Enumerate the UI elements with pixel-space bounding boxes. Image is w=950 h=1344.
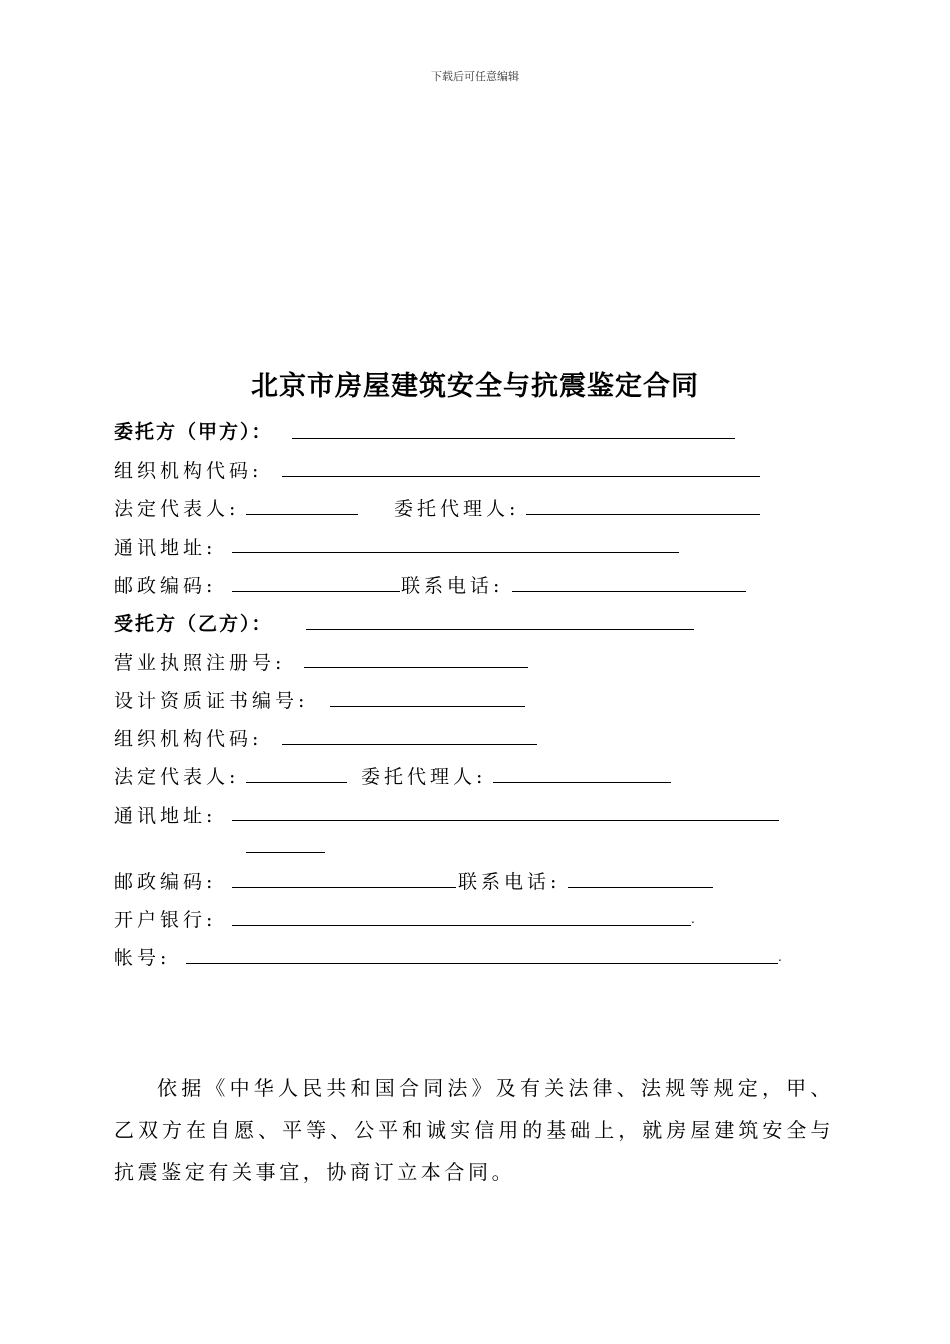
party-b-legal-rep-label: 法定代表人:	[114, 766, 240, 788]
bank-line-end-dot: .	[691, 912, 695, 926]
party-a-name-field[interactable]	[292, 438, 735, 439]
party-b-address-field-continued[interactable]	[246, 852, 325, 853]
party-a-phone-label: 联系电话:	[401, 575, 504, 597]
party-b-agent-field[interactable]	[493, 782, 671, 783]
account-line-end-dot: .	[778, 950, 782, 964]
party-a-legal-rep-field[interactable]	[246, 514, 358, 515]
party-b-account-label: 帐号:	[114, 947, 171, 969]
party-a-postcode-field[interactable]	[232, 591, 400, 592]
party-a-org-code-label: 组织机构代码:	[114, 460, 263, 482]
party-b-name-field[interactable]	[306, 629, 694, 630]
party-b-design-cert-field[interactable]	[330, 706, 525, 707]
party-b-address-field[interactable]	[232, 820, 779, 821]
party-b-license-field[interactable]	[304, 667, 528, 668]
contract-preamble-paragraph: 依据《中华人民共和国合同法》及有关法律、法规等规定，甲、乙双方在自愿、平等、公平和诚实信用的基础上，就房屋建筑安全与抗震鉴定有关事宜，协商订立本合同。	[114, 1076, 834, 1184]
party-b-address-label: 通讯地址:	[114, 805, 217, 827]
party-b-postcode-field[interactable]	[232, 887, 456, 888]
contract-title: 北京市房屋建筑安全与抗震鉴定合同	[251, 371, 699, 402]
party-a-address-label: 通讯地址:	[114, 537, 217, 559]
party-a-address-field[interactable]	[232, 552, 679, 553]
party-a-legal-rep-label: 法定代表人:	[114, 498, 240, 520]
party-b-phone-field[interactable]	[568, 887, 713, 888]
party-a-agent-label: 委托代理人:	[394, 498, 520, 520]
party-b-org-code-label: 组织机构代码:	[114, 728, 263, 750]
party-b-bank-label: 开户银行:	[114, 909, 217, 931]
party-b-design-cert-label: 设计资质证书编号:	[114, 690, 309, 712]
party-b-org-code-field[interactable]	[282, 744, 537, 745]
party-a-postcode-label: 邮政编码:	[114, 575, 217, 597]
party-b-account-field[interactable]	[186, 963, 778, 964]
party-b-postcode-label: 邮政编码:	[114, 871, 217, 893]
party-b-phone-label: 联系电话:	[458, 871, 561, 893]
party-b-bank-field[interactable]	[232, 925, 691, 926]
page-header-note: 下载后可任意编辑	[431, 70, 519, 83]
party-a-heading: 委托方（甲方）：	[114, 421, 273, 443]
party-b-heading: 受托方（乙方）：	[114, 613, 273, 635]
party-b-legal-rep-field[interactable]	[246, 782, 347, 783]
party-a-org-code-field[interactable]	[282, 476, 760, 477]
party-a-agent-field[interactable]	[526, 514, 760, 515]
party-a-phone-field[interactable]	[512, 591, 746, 592]
party-b-license-label: 营业执照注册号:	[114, 652, 286, 674]
party-b-agent-label: 委托代理人:	[361, 766, 487, 788]
